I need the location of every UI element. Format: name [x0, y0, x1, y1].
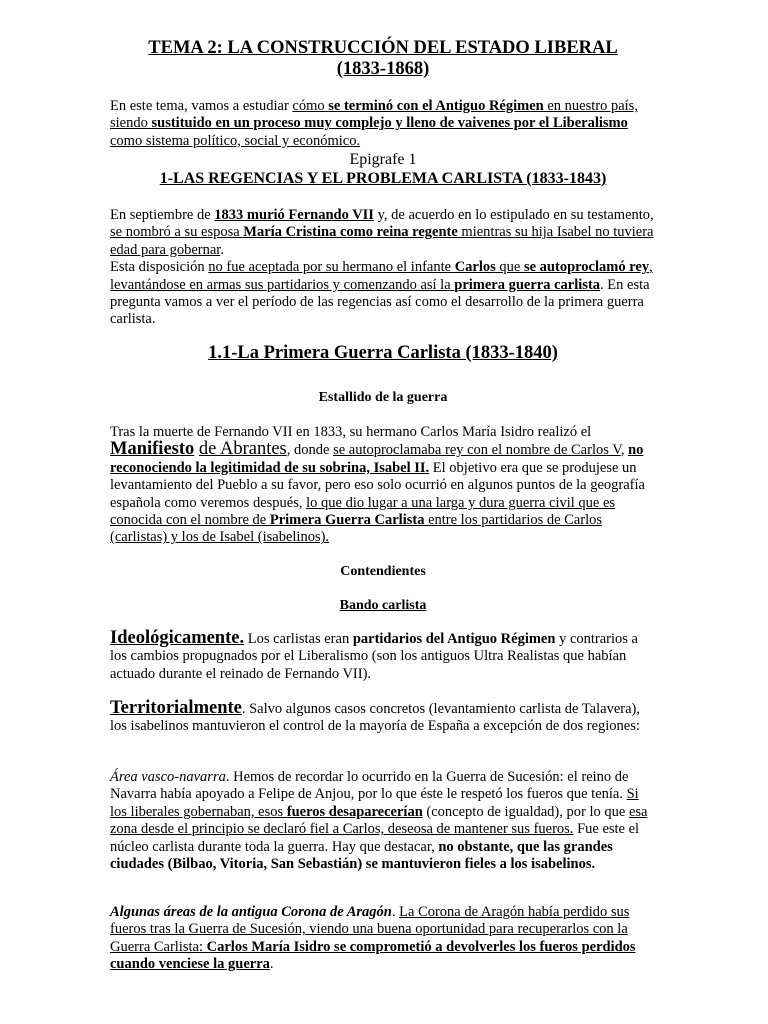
title-line-1: TEMA 2: LA CONSTRUCCIÓN DEL ESTADO LIBERAL [148, 38, 618, 58]
paragraph-territorialmente: Territorialmente. Salvo algunos casos concretos (levantamiento carlista de Talavera), los isabelinos mantuvieron el control de la mayoría de España a excepción de dos regiones: [110, 698, 640, 735]
epigrafe-label: Epigrafe 1 [349, 151, 417, 168]
epigrafe-heading: 1-LAS REGENCIAS Y EL PROBLEMA CARLISTA (1833-1843) [159, 170, 607, 187]
title-line-2: (1833-1868) [336, 59, 430, 79]
paragraph-corona-aragon: Algunas áreas de la antigua Corona de Aragón. La Corona de Aragón había perdido sus fueros tras la Guerra de Sucesión, viendo una buena oportunidad para recuperarlos con la Guerra Carlista: Carlos María Isidro se comprometió a devolverles los fueros perdidos cuando venciese la guerra. [110, 904, 636, 973]
subheading-estallido: Estallido de la guerra [318, 390, 448, 405]
paragraph-ideologicamente: Ideológicamente. Los carlistas eran partidarios del Antiguo Régimen y contrarios a los cambios propugnados por el Liberalismo (son los antiguos Ultra Realistas que habían actuado durante el reinado de Fernando VII). [110, 628, 638, 682]
intro-paragraph: En este tema, vamos a estudiar cómo se terminó con el Antiguo Régimen en nuestro país, siendo sustituido en un proceso muy complejo y lleno de vaivenes por el Liberalismo como sistema político, social y económico. [110, 98, 638, 149]
paragraph-area-vasco-navarra: Área vasco-navarra. Hemos de recordar lo ocurrido en la Guerra de Sucesión: el reino de Navarra había apoyado a Felipe de Anjou, por lo que éste le respetó los fueros que tenía. Si los liberales gobernaban, esos fueros desaparecerían (concepto de igualdad), por lo que esa zona desde el principio se declaró fiel a Carlos, deseosa de mantener sus fueros. Fue este el núcleo carlista durante toda la guerra. Hay que destacar, no obstante, que las grandes ciudades (Bilbao, Vitoria, San Sebastián) se mantuvieron fieles a los isabelinos. [110, 769, 648, 873]
subheading-bando-carlista: Bando carlista [339, 598, 427, 613]
paragraph-manifiesto: Tras la muerte de Fernando VII en 1833, su hermano Carlos María Isidro realizó el Manifiesto de Abrantes, donde se autoproclamaba rey con el nombre de Carlos V, no reconociendo la legitimidad de su sobrina, Isabel II. El objetivo era que se produjese un levantamiento del Pueblo a su favor, pero eso solo ocurrió en algunos puntos de la geografía española como veremos después, lo que dio lugar a una larga y dura guerra civil que es conocida con el nombre de Primera Guerra Carlista entre los partidarios de Carlos (carlistas) y los de Isabel (isabelinos). [110, 424, 645, 546]
section-heading-1-1: 1.1-La Primera Guerra Carlista (1833-1840) [208, 343, 558, 363]
paragraph-1833: En septiembre de 1833 murió Fernando VII y, de acuerdo en lo estipulado en su testamento, se nombró a su esposa María Cristina como reina regente mientras su hija Isabel no tuviera edad para gobernar. Esta disposición no fue aceptada por su hermano el infante Carlos que se autoproclamó rey, levantándose en armas sus partidarios y comenzando así la primera guerra carlista. En esta pregunta vamos a ver el período de las regencias así como el desarrollo de la primera guerra carlista. [110, 207, 654, 328]
page-title [110, 38, 656, 80]
subheading-contendientes: Contendientes [340, 564, 426, 579]
